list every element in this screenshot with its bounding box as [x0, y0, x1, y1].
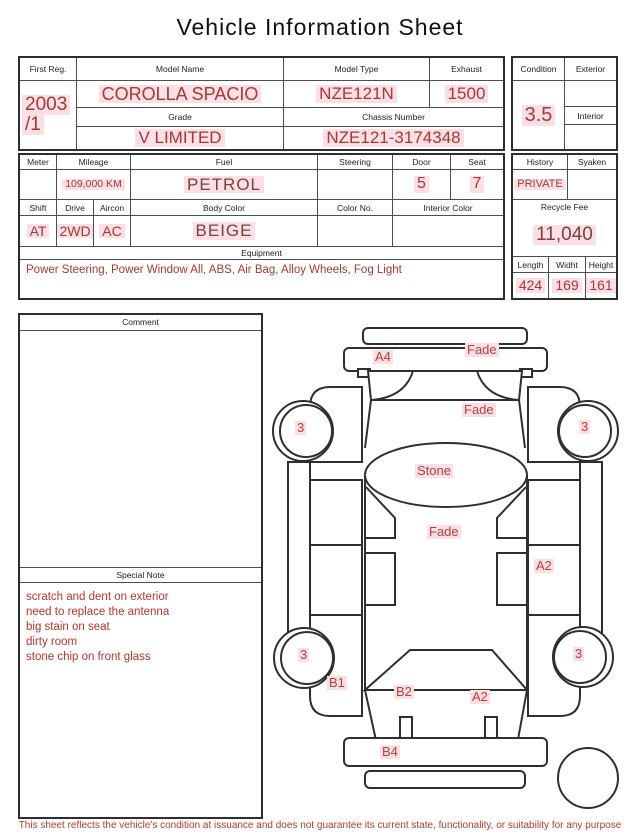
special-note-line: stone chip on front glass — [26, 651, 151, 663]
damage-label-wheel-rear-left: 3 — [300, 647, 308, 662]
interior-value — [565, 125, 616, 149]
condition-box — [511, 56, 618, 151]
car-damage-diagram — [270, 315, 635, 820]
damage-label-b4: B4 — [382, 744, 398, 759]
length-value: 424 — [513, 273, 549, 298]
syaken-label: Syaken — [568, 155, 616, 170]
special-note-line: big stain on seat — [26, 621, 110, 633]
grade-label: Grade — [77, 108, 284, 127]
height-label: Height — [586, 257, 616, 273]
fuel-value: PETROL — [131, 170, 318, 200]
comment-panel — [18, 313, 263, 819]
exterior-value — [565, 81, 616, 107]
color-no-label: Color No. — [318, 200, 393, 216]
special-note-list — [20, 583, 261, 672]
first-reg-label: First Reg. — [20, 58, 77, 81]
equipment-label: Equipment — [20, 247, 503, 260]
width-value: 169 — [549, 273, 586, 298]
seat-value: 7 — [451, 170, 503, 200]
drive-label: Drive — [57, 200, 94, 216]
condition-value: 3.5 — [513, 81, 565, 149]
mileage-value: 109,000 KM — [57, 170, 131, 200]
interior-label: Interior — [565, 107, 616, 125]
first-reg-year: 2003 — [22, 95, 70, 115]
comment-header: Comment — [20, 315, 261, 331]
mileage-label: Mileage — [57, 155, 131, 170]
steering-value — [318, 170, 393, 200]
damage-label-b1: B1 — [329, 675, 345, 690]
aircon-label: Aircon — [94, 200, 131, 216]
equipment-value: Power Steering, Power Window All, ABS, Air Bag, Alloy Wheels, Fog Light — [26, 264, 402, 276]
recycle-fee-label: Recycle Fee — [540, 202, 589, 212]
seat-label: Seat — [451, 155, 503, 170]
model-type-label: Model Type — [284, 58, 430, 81]
damage-label-fade-windshield: Fade — [464, 402, 494, 417]
damage-label-wheel-rear-right: 3 — [575, 646, 583, 661]
damage-label-wheel-front-right: 3 — [581, 419, 589, 434]
page-title: Vehicle Information Sheet — [176, 14, 464, 40]
door-value: 5 — [393, 170, 451, 200]
special-note-line: need to replace the antenna — [26, 606, 170, 618]
damage-label-wheel-front-left: 3 — [297, 420, 305, 435]
special-note-line: dirty room — [26, 636, 78, 648]
color-no-value — [318, 216, 393, 247]
condition-label: Condition — [513, 58, 565, 81]
car-outline-drawing — [270, 315, 635, 820]
meter-label: Meter — [20, 155, 57, 170]
length-label: Length — [513, 257, 549, 273]
syaken-value — [568, 170, 616, 200]
body-color-label: Body Color — [131, 200, 318, 216]
recycle-fee-value: 11,040 — [513, 214, 616, 257]
damage-label-a4: A4 — [375, 349, 391, 364]
first-reg-value — [20, 81, 77, 149]
model-type-value: NZE121N — [284, 81, 430, 108]
chassis-number-label: Chassis Number — [284, 108, 503, 127]
spec-table — [18, 153, 505, 300]
damage-label-a2-side: A2 — [536, 558, 552, 573]
shift-label: Shift — [20, 200, 57, 216]
first-reg-month: /1 — [22, 115, 44, 135]
history-label: History — [513, 155, 568, 170]
grade-value: V LIMITED — [77, 127, 284, 149]
exhaust-label: Exhaust — [430, 58, 503, 81]
body-color-value: BEIGE — [131, 216, 318, 247]
special-note-header: Special Note — [20, 567, 261, 583]
width-label: Widht — [549, 257, 586, 273]
damage-label-fade-front: Fade — [467, 342, 497, 357]
interior-color-value — [393, 216, 503, 247]
chassis-number-value: NZE121-3174348 — [284, 127, 503, 149]
damage-label-fade-cabin: Fade — [429, 524, 459, 539]
aircon-value: AC — [94, 216, 131, 247]
fuel-label: Fuel — [131, 155, 318, 170]
damage-label-stone-roof: Stone — [417, 463, 451, 478]
meter-value — [20, 170, 57, 200]
special-note-line: scratch and dent on exterior — [26, 591, 169, 603]
damage-label-a2-tailgate: A2 — [472, 689, 488, 704]
history-value: PRIVATE — [513, 170, 568, 200]
interior-color-label: Interior Color — [393, 200, 503, 216]
model-name-label: Model Name — [77, 58, 284, 81]
model-name-value: COROLLA SPACIO — [77, 81, 284, 108]
exhaust-value: 1500 — [430, 81, 503, 108]
disclaimer-text: This sheet reflects the vehicle's condition at issuance and does not guarantee its current state, functionality, or suitability for any purpose — [18, 820, 622, 831]
damage-label-b2: B2 — [396, 684, 412, 699]
shift-value: AT — [20, 216, 57, 247]
height-value: 161 — [586, 273, 616, 298]
drive-value: 2WD — [57, 216, 94, 247]
exterior-label: Exterior — [565, 58, 616, 81]
history-box — [511, 153, 618, 300]
steering-label: Steering — [318, 155, 393, 170]
vehicle-identity-table — [18, 56, 505, 151]
door-label: Door — [393, 155, 451, 170]
comment-area — [20, 331, 261, 567]
